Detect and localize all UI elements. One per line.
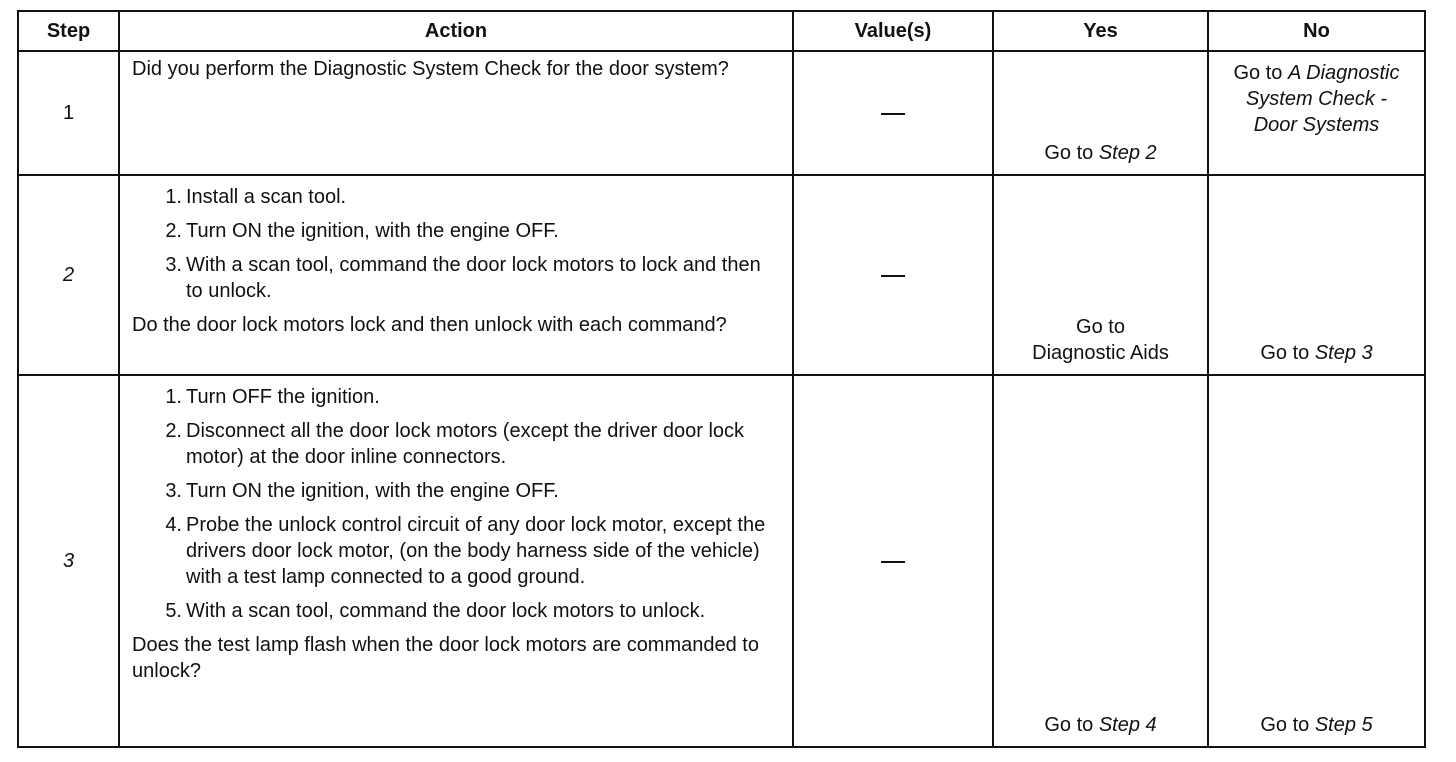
no-step-link[interactable]: Step 3 <box>1314 342 1373 364</box>
no-prefix: Go to <box>1260 342 1315 364</box>
value-dash <box>881 113 905 115</box>
no-step-link[interactable]: Step 5 <box>1314 714 1373 736</box>
no-prefix: Go to <box>1233 62 1288 84</box>
action-step-list <box>132 384 782 624</box>
list-item-number: 3. <box>165 254 182 276</box>
yes-diagnostic-aids-link[interactable]: Diagnostic Aids <box>1032 342 1169 364</box>
list-item <box>132 218 782 244</box>
list-item <box>132 598 782 624</box>
step-cell <box>18 175 119 375</box>
table-row <box>18 51 1425 175</box>
yes-cell <box>993 175 1208 375</box>
header-step: Step <box>18 11 119 51</box>
yes-step-link[interactable]: Step 2 <box>1098 142 1157 164</box>
list-item-number: 1. <box>165 386 182 408</box>
list-item-number: 5. <box>165 600 182 622</box>
value-dash <box>881 275 905 277</box>
no-step-link[interactable]: A Diagnostic System Check - Door Systems <box>1245 62 1400 136</box>
value-cell <box>793 175 993 375</box>
yes-prefix: Go to <box>1044 714 1099 736</box>
header-no: No <box>1208 11 1425 51</box>
yes-cell <box>993 375 1208 747</box>
no-cell <box>1208 375 1425 747</box>
list-item <box>132 478 782 504</box>
list-item-text: With a scan tool, command the door lock motors to lock and then to unlock. <box>186 254 761 302</box>
list-item-text: With a scan tool, command the door lock motors to unlock. <box>186 600 706 622</box>
action-step-list <box>132 184 782 304</box>
list-item-text: Turn ON the ignition, with the engine OFF. <box>186 220 559 242</box>
diagnostic-table <box>17 10 1426 748</box>
no-cell <box>1208 51 1425 175</box>
table-row <box>18 175 1425 375</box>
action-question: Do the door lock motors lock and then unlock with each command? <box>132 314 727 336</box>
step-cell <box>18 51 119 175</box>
value-cell <box>793 375 993 747</box>
step-cell <box>18 375 119 747</box>
list-item-number: 1. <box>165 186 182 208</box>
value-dash <box>881 561 905 563</box>
list-item-text: Turn ON the ignition, with the engine OFF. <box>186 480 559 502</box>
list-item-text: Disconnect all the door lock motors (except the driver door lock motor) at the door inline connectors. <box>186 420 745 468</box>
list-item <box>132 184 782 210</box>
action-cell <box>119 375 793 747</box>
list-item <box>132 512 782 590</box>
list-item-text: Install a scan tool. <box>186 186 347 208</box>
action-cell <box>119 175 793 375</box>
step-number: 2 <box>62 264 75 286</box>
table-row <box>18 375 1425 747</box>
list-item <box>132 252 782 304</box>
yes-line-1: Go to <box>1076 316 1125 338</box>
list-item <box>132 384 782 410</box>
list-item <box>132 418 782 470</box>
list-item-text: Turn OFF the ignition. <box>186 386 380 408</box>
no-cell <box>1208 175 1425 375</box>
yes-cell <box>993 51 1208 175</box>
step-number: 3 <box>62 550 75 572</box>
header-values: Value(s) <box>793 11 993 51</box>
list-item-number: 3. <box>165 480 182 502</box>
no-prefix: Go to <box>1260 714 1315 736</box>
header-action: Action <box>119 11 793 51</box>
action-question: Does the test lamp flash when the door lock motors are commanded to unlock? <box>132 634 759 682</box>
action-text: Did you perform the Diagnostic System Check for the door system? <box>132 58 729 80</box>
yes-step-link[interactable]: Step 4 <box>1098 714 1157 736</box>
list-item-number: 2. <box>165 220 182 242</box>
header-yes: Yes <box>993 11 1208 51</box>
list-item-text: Probe the unlock control circuit of any door lock motor, except the drivers door lock motor, (on the body harness side of the vehicle) with a test lamp connected to a good ground. <box>186 514 766 588</box>
yes-prefix: Go to <box>1044 142 1099 164</box>
action-cell <box>119 51 793 175</box>
value-cell <box>793 51 993 175</box>
list-item-number: 2. <box>165 420 182 442</box>
list-item-number: 4. <box>165 514 182 536</box>
header-row <box>18 11 1425 51</box>
step-number: 1 <box>62 102 75 124</box>
